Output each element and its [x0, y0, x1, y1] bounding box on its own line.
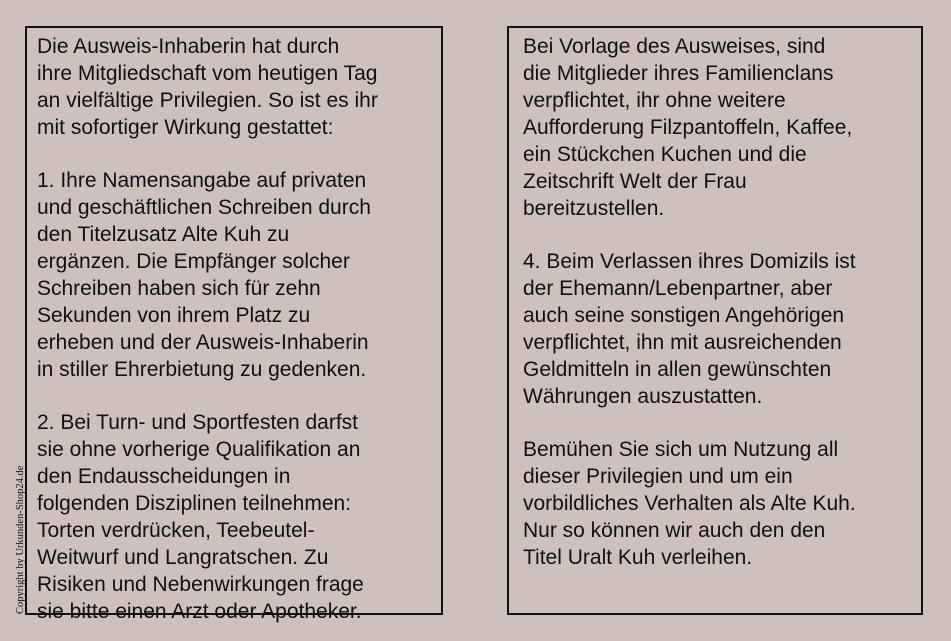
privilege-3-paragraph: Bei Vorlage des Ausweises, sind die Mitglieder ihres Familienclans verpflichtet, ihr ohne weitere Aufforderung Filzpantoffeln, Kaffee, ein Stückchen Kuchen und die Zeitschrift Welt der Frau bereitzustellen. [523, 35, 853, 220]
privilege-4-paragraph: 4. Beim Verlassen ihres Domizils ist der Ehemann/Lebenpartner, aber auch seine sonstigen Angehörigen verpflichtet, ihn mit ausreichenden Geldmitteln in allen gewünschten Währungen auszustatten. [523, 250, 856, 408]
left-text-panel [25, 26, 443, 623]
privilege-1-paragraph: 1. Ihre Namensangabe auf privaten und geschäftlichen Schreiben durch den Titelzusatz Alte Kuh zu ergänzen. Die Empfänger solcher Schreiben haben sich für zehn Sekunden von ihrem Platz zu erheben und der Ausweis-Inhaberin in stiller Ehrerbietung zu gedenken. [37, 169, 371, 381]
right-text-panel [507, 26, 923, 615]
closing-paragraph: Bemühen Sie sich um Nutzung all dieser Privilegien und um ein vorbildliches Verhalten als Alte Kuh. Nur so können wir auch den den Titel Uralt Kuh verleihen. [523, 438, 856, 569]
intro-paragraph: Die Ausweis-Inhaberin hat durch ihre Mitgliedschaft vom heutigen Tag an vielfältige Privilegien. So ist es ihr mit sofortiger Wirkung gestattet: [37, 35, 378, 139]
privilege-2-paragraph: 2. Bei Turn- und Sportfesten darfst sie ohne vorherige Qualifikation an den Endausscheidungen in folgenden Disziplinen teilnehmen: Torten verdrücken, Teebeutel- Weitwurf und Langratschen. Zu Risiken und Nebenwirkungen frage sie bitte einen Arzt oder Apotheker. [37, 411, 364, 623]
copyright-notice: Copyright by Urkunden-Shop24.de [15, 465, 26, 614]
